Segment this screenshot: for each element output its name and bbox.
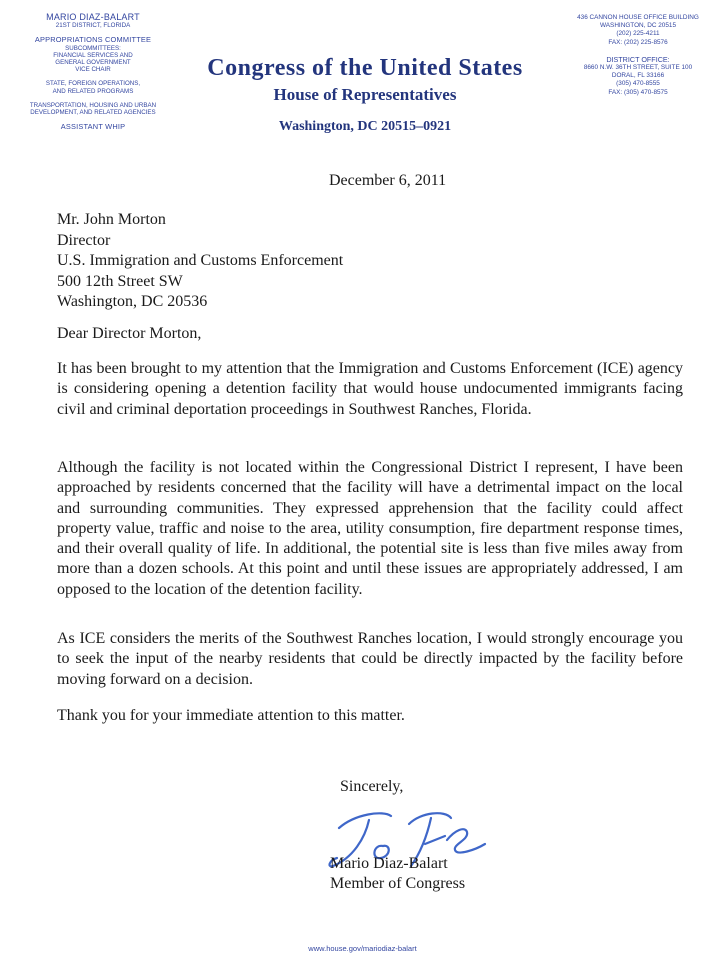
washington-address: Washington, DC 20515–0921 xyxy=(278,119,452,134)
recipient-address xyxy=(57,210,343,313)
member-name: MARIO DIAZ-BALART xyxy=(46,12,140,22)
district-office-line-2: DORAL, FL 33166 xyxy=(611,72,665,80)
dc-office-phone: (202) 225-4211 xyxy=(616,30,660,38)
closing: Sincerely, xyxy=(340,778,404,795)
body-paragraph: Thank you for your immediate attention to this matter. xyxy=(57,707,405,724)
district-office-phone: (305) 470-8555 xyxy=(616,80,660,88)
subcommittee-1-line-3: VICE CHAIR xyxy=(75,66,111,74)
district-office-line-1: 8660 N.W. 36TH STREET, SUITE 100 xyxy=(583,63,693,71)
address-line: U.S. Immigration and Customs Enforcement xyxy=(57,252,344,269)
subcommittee-2-line-1: STATE, FOREIGN OPERATIONS, xyxy=(45,80,141,88)
address-line: Washington, DC 20536 xyxy=(57,293,208,310)
signature-block xyxy=(330,854,465,894)
house-heading: House of Representatives xyxy=(273,85,457,104)
salutation: Dear Director Morton, xyxy=(57,325,202,342)
body-paragraph: Although the facility is not located within the Congressional District I represent, I have been approached by residents concerned that the facility will have a detrimental impact on the local and surrounding communities. They expressed apprehension that the facility could affect property value, traffic and noise to the area, utility consumption, fire department response times, and their overall quality of life. In additional, the potential site is less than five miles away from more than a dozen schools. At this point and until these issues are appropriately addressed, I am opposed to the location of the detention facility. xyxy=(57,459,683,598)
address-line: Director xyxy=(57,231,111,249)
letterhead-right xyxy=(556,14,720,97)
assistant-whip-title: ASSISTANT WHIP xyxy=(60,121,126,131)
address-line: 500 12th Street SW xyxy=(57,272,183,290)
dc-office-fax: FAX: (202) 225-8576 xyxy=(608,38,668,46)
district-line: 21ST DISTRICT, FLORIDA xyxy=(55,22,131,30)
subcommittee-2-line-2: AND RELATED PROGRAMS xyxy=(52,87,134,95)
signer-title: Member of Congress xyxy=(330,875,466,892)
congress-heading: Congress of the United States xyxy=(207,55,523,81)
address-line: Mr. John Morton xyxy=(57,211,166,228)
subcommittee-3-line-1: TRANSPORTATION, HOUSING AND URBAN xyxy=(29,101,157,109)
body-paragraph: As ICE considers the merits of the Southwest Ranches location, I would strongly encourage you to seek the input of the nearby residents that could be directly impacted by the facility before moving forward on a decision. xyxy=(57,630,683,688)
dc-office-line-2: WASHINGTON, DC 20515 xyxy=(600,22,676,30)
dc-office-line-1: 436 CANNON HOUSE OFFICE BUILDING xyxy=(577,14,699,21)
committee-name: APPROPRIATIONS COMMITTEE xyxy=(34,35,152,45)
letter-date: December 6, 2011 xyxy=(329,172,447,189)
subcommittee-1-line-1: FINANCIAL SERVICES AND xyxy=(53,52,133,60)
subcommittees-label: SUBCOMMITTEES: xyxy=(65,44,121,52)
subcommittee-3-line-2: DEVELOPMENT, AND RELATED AGENCIES xyxy=(30,108,156,116)
signer-name: Mario Diaz-Balart xyxy=(330,855,448,872)
district-office-heading: DISTRICT OFFICE: xyxy=(606,54,670,64)
body-paragraph: It has been brought to my attention that the Immigration and Customs Enforcement (ICE) agency is considering opening a detention facility that would house undocumented immigrants facing civil and criminal deportation proceedings in Southwest Ranches, Florida. xyxy=(57,360,683,418)
footer-url: www.house.gov/mariodiaz-balart xyxy=(308,944,417,953)
subcommittee-1-line-2: GENERAL GOVERNMENT xyxy=(55,59,131,67)
district-office-fax: FAX: (305) 470-8575 xyxy=(608,88,668,96)
letterhead-left xyxy=(0,12,186,132)
letterhead-seal xyxy=(190,55,540,135)
